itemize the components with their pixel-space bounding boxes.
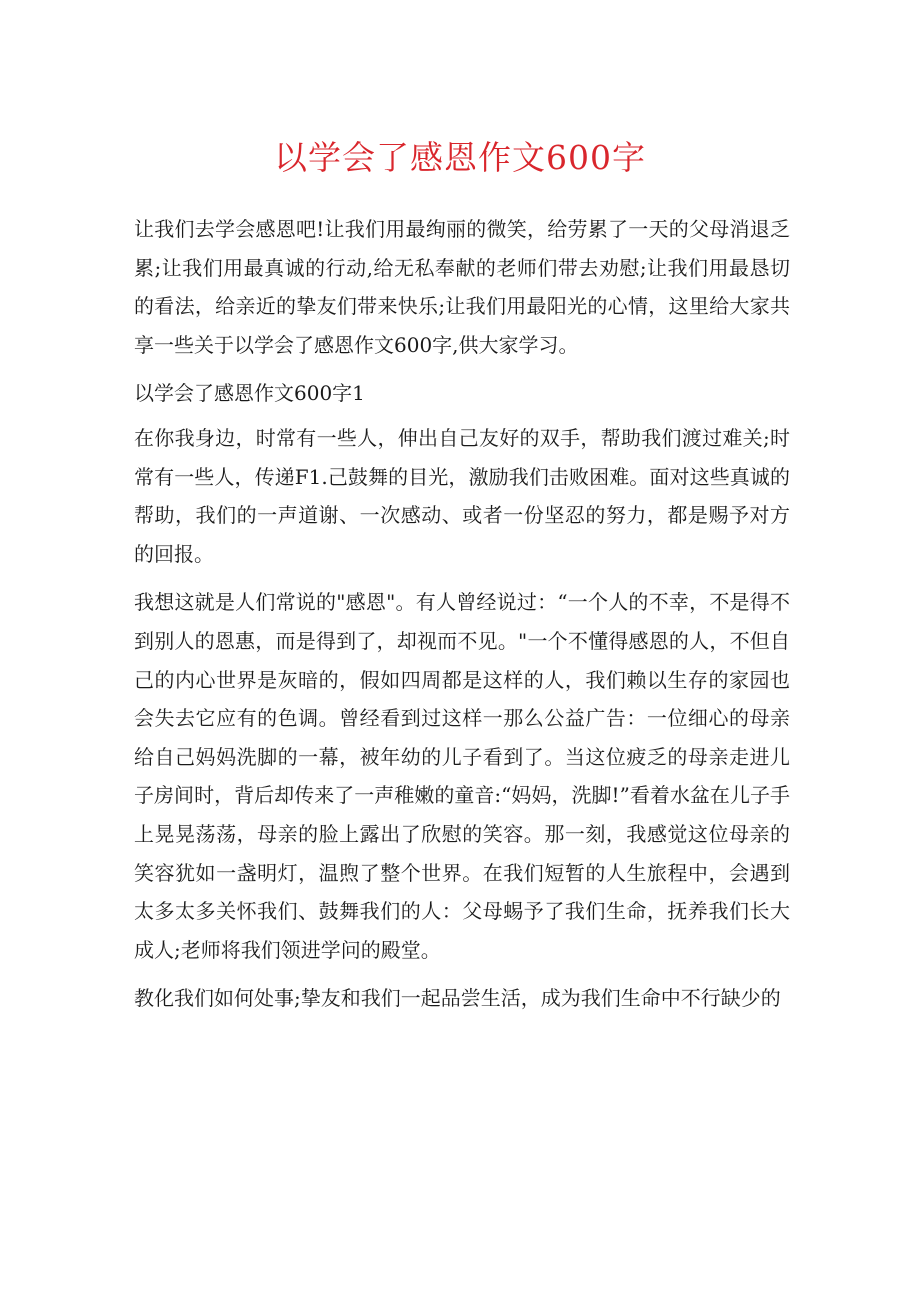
paragraph: 在你我身边，时常有一些人，伸出自己友好的双手，帮助我们渡过难关;时常有一些人，传递F1.己鼓舞的目光，激励我们击败困难。面对这些真诚的帮助，我们的一声道谢、一次感动、或者一份坚忍的努力，都是赐予对方的回报。	[134, 425, 790, 566]
document-body	[134, 210, 790, 1028]
paragraph: 我想这就是人们常说的"感恩"。有人曾经说过：“一个人的不幸，不是得不到别人的恩惠，而是得到了，却视而不见。"一个不懂得感恩的人，不但自己的内心世界是灰暗的，假如四周都是这样的人，我们赖以生存的家园也会失去它应有的色调。曾经看到过这样一那么公益广告：一位细心的母亲给自己妈妈洗脚的一幕，被年幼的儿子看到了。当这位疲乏的母亲走进儿子房间时，背后却传来了一声稚嫩的童音:“妈妈，洗脚!”看着水盆在儿子手上晃晃荡荡，母亲的脸上露出了欣慰的笑容。那一刻，我感觉这位母亲的笑容犹如一盏明灯，温煦了整个世界。在我们短暂的人生旅程中，会遇到太多太多关怀我们、鼓舞我们的人：父母蜴予了我们生命，抚养我们长大成人;老师将我们领进学问的殿堂。	[134, 590, 790, 962]
paragraph-intro: 让我们去学会感恩吧!让我们用最绚丽的微笑，给劳累了一天的父母消退乏累;让我们用最真诚的行动,给无私奉献的老师们带去劝慰;让我们用最恳切的看法，给亲近的挚友们带来快乐;让我们用最阳光的心情，这里给大家共享一些关于以学会了感恩作文600字,供大家学习。	[134, 217, 790, 357]
section-heading: 以学会了感恩作文600字1	[134, 381, 365, 406]
paragraph: 教化我们如何处事;挚友和我们一起品尝生活，成为我们生命中不行缺少的	[134, 986, 781, 1011]
document-title: 以学会了感恩作文600字	[274, 138, 646, 177]
